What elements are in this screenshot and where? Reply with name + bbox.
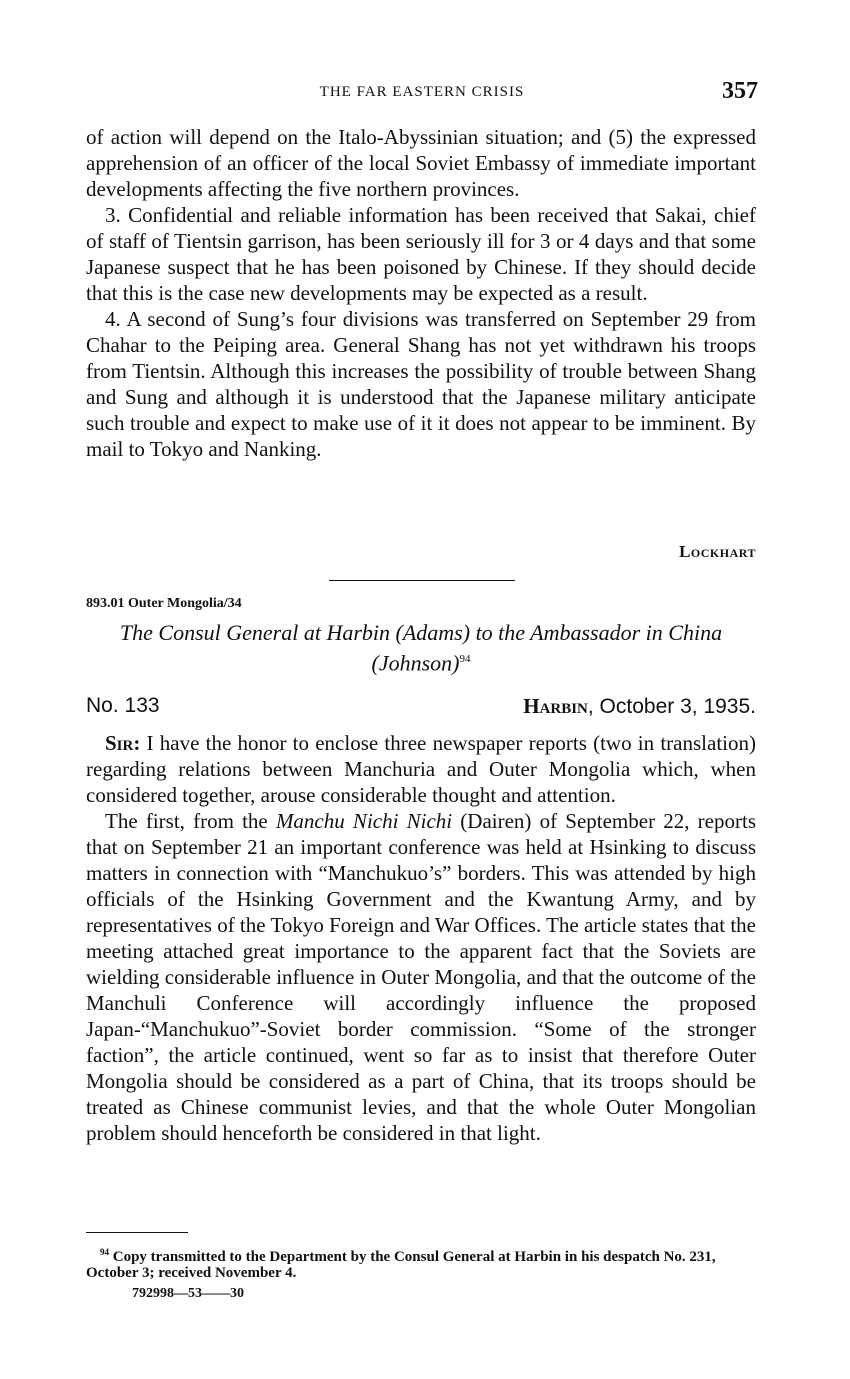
salutation: Sir: xyxy=(105,731,141,755)
running-head xyxy=(86,80,758,104)
footnote-divider xyxy=(86,1232,188,1233)
letter-paragraph-2-text: (Dairen) of September 22, reports that on September 21 an important conference was held at Hsinking to discuss matters in connection with “Manchukuo’s” borders. This was attended by high officials of the Hsinking Government and the Kwantung Army, and by representatives of the Tokyo Foreign and War Offices. The article states that the meeting attached great importance to the apparent fact that the Soviets are wielding considerable influence in Outer Mongolia, and that the outcome of the Manchuli Conference will accordingly influence the proposed Japan-“Manchukuo”-Soviet border commission. “Some of the stronger faction”, the article continued, went so far as to insist that therefore Outer Mongolia should be considered as a part of China, that its troops should be treated as Chinese communist levies, and that the whole Outer Mongolian problem should henceforth be considered in that light. xyxy=(86,809,757,1145)
signature: Lockhart xyxy=(679,542,756,561)
document-number: No. 133 xyxy=(86,694,160,717)
letter-paragraph-2-start: The first, from the xyxy=(105,809,276,833)
running-title: THE FAR EASTERN CRISIS xyxy=(319,84,525,100)
document-title-text: The Consul General at Harbin (Adams) to the Ambassador in China (Johnson) xyxy=(119,620,723,676)
document-place-date xyxy=(523,694,756,719)
continuation-paragraph-1: of action will depend on the Italo-Abyssinian situation; and (5) the expressed apprehension of an officer of the local Soviet Embassy of immediate important developments affecting the five northern provinces. xyxy=(86,125,756,201)
continuation-text xyxy=(86,124,756,462)
document-date: , October 3, 1935. xyxy=(587,695,756,718)
letter-paragraph-2 xyxy=(86,808,756,1146)
file-reference: 893.01 Outer Mongolia/34 xyxy=(86,596,242,611)
continuation-paragraph-3: 4. A second of Sung’s four divisions was transferred on September 29 from Chahar to the Peiping area. General Shang has not yet withdrawn his troops from Tientsin. Although this increases the possibility of trouble between Shang and Sung and although it is understood that the Japanese military anticipate such trouble and expect to make use of it it does not appear to be imminent. By mail to Tokyo and Nanking. xyxy=(86,307,756,461)
page-number: 357 xyxy=(722,78,758,104)
print-code: 792998—53——30 xyxy=(132,1286,244,1301)
document-place: Harbin xyxy=(523,694,588,718)
letter-body xyxy=(86,730,756,1146)
letter-paragraph-1 xyxy=(86,730,756,808)
title-footnote-mark: 94 xyxy=(459,653,471,665)
footnote-text: Copy transmitted to the Department by the Consul General at Harbin in his despatch No. 231, October 3; received November 4. xyxy=(86,1249,716,1281)
continuation-paragraph-2: 3. Confidential and reliable information has been received that Sakai, chief of staff of Tientsin garrison, has been seriously ill for 3 or 4 days and that some Japanese suspect that he has been poisoned by Chinese. If they should decide that this is the case new developments may be expected as a result. xyxy=(86,203,756,305)
footnote xyxy=(86,1244,756,1281)
document-title xyxy=(96,620,746,676)
newspaper-title: Manchu Nichi Nichi xyxy=(275,809,453,833)
letter-paragraph-1-text: I have the honor to enclose three newspaper reports (two in translation) regarding relations between Manchuria and Outer Mongolia which, when considered together, arouse considerable thought and attention. xyxy=(86,731,756,807)
footnote-mark: 94 xyxy=(100,1247,109,1257)
section-divider xyxy=(329,580,515,581)
